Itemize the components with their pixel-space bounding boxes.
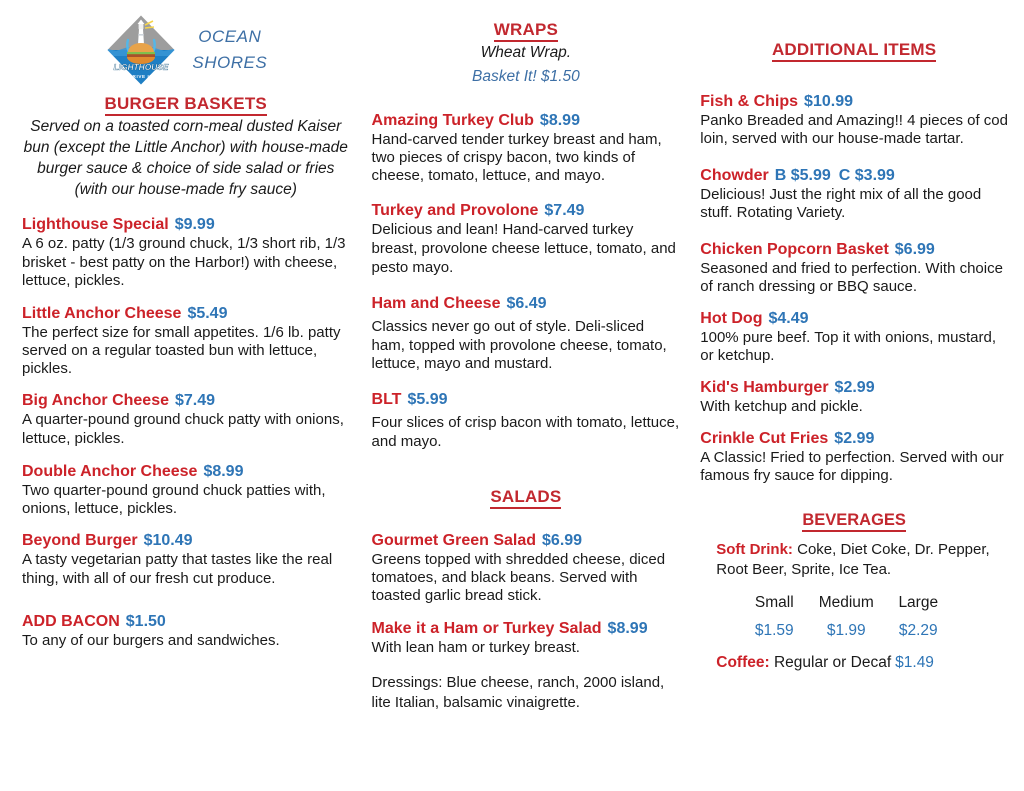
menu-item-heading xyxy=(700,378,1008,398)
menu-item[interactable] xyxy=(372,294,681,375)
section-header-burger-baskets-label: BURGER BASKETS xyxy=(105,94,267,116)
menu-item-price: $7.49 xyxy=(175,392,216,410)
beverage-size-row xyxy=(700,594,1008,612)
spacer xyxy=(700,62,1008,92)
menu-item[interactable] xyxy=(372,111,681,185)
menu-item-name: Gourmet Green Salad xyxy=(371,532,537,550)
menu-item-price: $6.49 xyxy=(506,294,547,312)
menu-item[interactable] xyxy=(372,201,681,278)
menu-item-name: BLT xyxy=(371,391,402,409)
menu-item-heading xyxy=(700,92,1008,112)
menu-item[interactable] xyxy=(22,304,350,378)
menu-item-price: $8.99 xyxy=(607,620,648,638)
menu-item-description: A tasty vegetarian patty that tastes like the real thing, with all of our fresh cut produce. xyxy=(22,551,333,588)
brand-line-2: SHORES xyxy=(192,53,268,72)
section-header-wraps xyxy=(372,20,681,40)
column-wraps-salads xyxy=(362,6,689,791)
menu-item-description: 100% pure beef. Top it with onions, mustard, or ketchup. xyxy=(700,329,996,364)
menu-item-price: B $5.99 xyxy=(774,167,831,184)
menu-item-description: With lean ham or turkey breast. xyxy=(371,639,580,657)
menu-item-price: $10.99 xyxy=(804,93,853,110)
beverage-size-medium: Medium xyxy=(818,593,874,611)
coffee-line xyxy=(700,654,1008,672)
menu-item-heading xyxy=(22,215,350,235)
menu-item-description: A Classic! Fried to perfection. Served with our famous fry sauce for dipping. xyxy=(700,449,1004,484)
menu-item-name: Double Anchor Cheese xyxy=(22,463,198,481)
menu-item-heading xyxy=(700,166,1008,186)
menu-item-description: Four slices of crisp bacon with tomato, lettuce, and mayo. xyxy=(371,414,680,451)
beverage-price-large: $2.29 xyxy=(898,621,938,639)
menu-item-name: Chicken Popcorn Basket xyxy=(700,241,889,258)
beverage-price-small: $1.59 xyxy=(754,621,794,639)
beverage-price-medium: $1.99 xyxy=(826,621,866,639)
menu-item-price: $8.99 xyxy=(203,463,244,481)
menu-item-name: Fish & Chips xyxy=(700,93,799,110)
menu-item-description: Seasoned and fried to perfection. With choice of ranch dressing or BBQ sauce. xyxy=(700,260,1003,295)
section-header-salads xyxy=(372,487,681,507)
menu-item-add-bacon[interactable] xyxy=(22,612,350,651)
menu-item-description: Hand-carved tender turkey breast and ham, two pieces of crispy bacon, two kinds of cheese, tomato, lettuce, and mayo. xyxy=(371,130,662,184)
brand-name xyxy=(192,24,267,77)
menu-item-price: $9.99 xyxy=(174,215,215,233)
menu-item-description: Delicious and lean! Hand-carved turkey breast, provolone cheese lettuce, tomato, and pesto mayo. xyxy=(371,220,676,276)
menu-item-price: $6.99 xyxy=(542,532,583,550)
menu-item-name: Beyond Burger xyxy=(22,532,138,550)
menu-item-heading xyxy=(22,391,350,411)
menu-item-price: $5.99 xyxy=(407,391,448,409)
section-header-additional-items xyxy=(700,40,1008,60)
soft-drink-options: Coke, Diet Coke, Dr. Pepper, Root Beer, Sprite, Ice Tea. xyxy=(716,541,990,578)
menu-item-name: Make it a Ham or Turkey Salad xyxy=(371,620,602,638)
coffee-price: $1.49 xyxy=(895,653,934,671)
beverage-size-small: Small xyxy=(754,593,794,611)
menu-item[interactable] xyxy=(700,240,1008,296)
column-additional-items xyxy=(688,6,1014,791)
menu-item-description: With ketchup and pickle. xyxy=(700,398,863,415)
menu-item[interactable] xyxy=(372,619,681,657)
lighthouse-drive-in-logo-icon xyxy=(104,12,178,88)
menu-item-heading xyxy=(372,294,681,314)
section-header-additional-items-label: ADDITIONAL ITEMS xyxy=(772,40,936,62)
spacer xyxy=(372,89,681,111)
menu-item-price: $1.50 xyxy=(125,612,166,630)
menu-item-name: ADD BACON xyxy=(22,612,120,630)
wraps-basket-upcharge: Basket It! $1.50 xyxy=(472,68,580,86)
wraps-subtitle: Wheat Wrap. xyxy=(480,44,572,61)
coffee-label: Coffee: xyxy=(716,653,770,671)
menu-item-heading xyxy=(22,612,350,632)
menu-item-price: $2.99 xyxy=(834,430,875,447)
menu-item-name: Little Anchor Cheese xyxy=(22,305,182,323)
soft-drink-label: Soft Drink: xyxy=(716,541,793,558)
menu-item-description: Delicious! Just the right mix of all the good stuff. Rotating Variety. xyxy=(700,186,982,221)
beverage-size-large: Large xyxy=(898,593,939,611)
menu-item[interactable] xyxy=(22,215,350,292)
menu-item-heading xyxy=(372,201,681,221)
menu-item-price: $7.49 xyxy=(544,201,585,219)
menu-item-name: Hot Dog xyxy=(700,310,763,327)
menu-item-name: Chowder xyxy=(700,167,769,184)
menu-item[interactable] xyxy=(372,390,681,452)
menu-item[interactable] xyxy=(700,378,1008,416)
menu-item-heading xyxy=(372,619,681,639)
menu-item-description: To any of our burgers and sandwiches. xyxy=(22,631,280,649)
coffee-options: Regular or Decaf xyxy=(769,653,892,671)
menu-item-name: Ham and Cheese xyxy=(371,294,501,312)
burger-baskets-blurb: Served on a toasted corn-meal dusted Kaiser bun (except the Little Anchor) with house-made burger sauce & choice of side salad or fries (with our house-made fry sauce) xyxy=(23,118,348,198)
menu-item-price: $2.99 xyxy=(834,379,875,396)
column-burger-baskets xyxy=(10,6,362,791)
section-header-burger-baskets xyxy=(22,94,350,114)
menu-item-description: The perfect size for small appetites. 1/6 lb. patty served on a regular toasted bun with lettuce, pickles. xyxy=(22,324,341,378)
menu-item-name: Kid's Hamburger xyxy=(700,379,829,396)
menu-item-price: $8.99 xyxy=(539,111,580,129)
menu-item-heading xyxy=(700,429,1008,449)
menu-item-heading xyxy=(372,390,681,410)
menu-item-price-secondary: C $3.99 xyxy=(838,167,895,184)
menu-item-name: Big Anchor Cheese xyxy=(22,392,169,410)
menu-item-heading xyxy=(700,240,1008,260)
section-header-beverages-label: BEVERAGES xyxy=(802,511,906,532)
menu-item-heading xyxy=(700,309,1008,329)
spacer xyxy=(22,602,350,612)
logo-subwordmark: ~ DRIVE IN ~ xyxy=(123,74,159,79)
menu-item-description: A 6 oz. patty (1/3 ground chuck, 1/3 short rib, 1/3 brisket - best patty on the Harbor!) with cheese, lettuce, pickles. xyxy=(22,234,346,290)
menu-item-name: Crinkle Cut Fries xyxy=(700,430,829,447)
menu-item-name: Turkey and Provolone xyxy=(371,201,539,219)
menu-item[interactable] xyxy=(22,391,350,449)
menu-item[interactable] xyxy=(372,531,681,605)
menu-item[interactable] xyxy=(700,429,1008,485)
menu-item-heading xyxy=(372,111,681,131)
logo-wordmark: LIGHTHOUSE xyxy=(113,62,169,72)
menu-item-heading xyxy=(372,531,681,551)
menu-item-description: A quarter-pound ground chuck patty with onions, lettuce, pickles. xyxy=(22,411,344,448)
section-header-salads-label: SALADS xyxy=(490,487,561,509)
brand-header xyxy=(22,6,350,94)
salad-dressings-note: Dressings: Blue cheese, ranch, 2000 island, lite Italian, balsamic vinaigrette. xyxy=(371,674,665,711)
menu-item-name: Amazing Turkey Club xyxy=(371,111,534,129)
section-header-beverages xyxy=(700,511,1008,530)
menu-item-heading xyxy=(22,531,350,551)
section-header-wraps-label: WRAPS xyxy=(494,20,558,42)
menu-item-description: Panko Breaded and Amazing!! 4 pieces of cod loin, served with our house-made tartar. xyxy=(700,112,1008,147)
beverage-price-row xyxy=(700,622,1008,640)
menu-item-heading xyxy=(22,462,350,482)
menu-item[interactable] xyxy=(700,92,1008,148)
menu-item-price: $4.49 xyxy=(768,310,809,327)
menu-item-description: Two quarter-pound ground chuck patties with, onions, lettuce, pickles. xyxy=(22,482,326,518)
soft-drink-line xyxy=(700,540,1008,580)
spacer xyxy=(372,465,681,487)
menu-item-description: Greens topped with shredded cheese, diced tomatoes, and black beans. Served with toasted garlic bread stick. xyxy=(371,551,666,605)
menu-item-price: $6.99 xyxy=(894,241,935,258)
menu-item-heading xyxy=(22,304,350,324)
menu-item[interactable] xyxy=(22,531,350,589)
menu-item[interactable] xyxy=(700,309,1008,365)
brand-line-1: OCEAN xyxy=(198,26,262,46)
spacer xyxy=(372,509,681,531)
menu-item[interactable] xyxy=(700,166,1008,222)
menu-item-name: Lighthouse Special xyxy=(22,215,169,233)
menu-item-price: $10.49 xyxy=(143,532,193,550)
menu-item-price: $5.49 xyxy=(187,305,228,323)
menu-item-description: Classics never go out of style. Deli-sliced ham, topped with provolone cheese, tomato, lettuce, mayo and mustard. xyxy=(371,317,667,373)
menu-item[interactable] xyxy=(22,462,350,518)
